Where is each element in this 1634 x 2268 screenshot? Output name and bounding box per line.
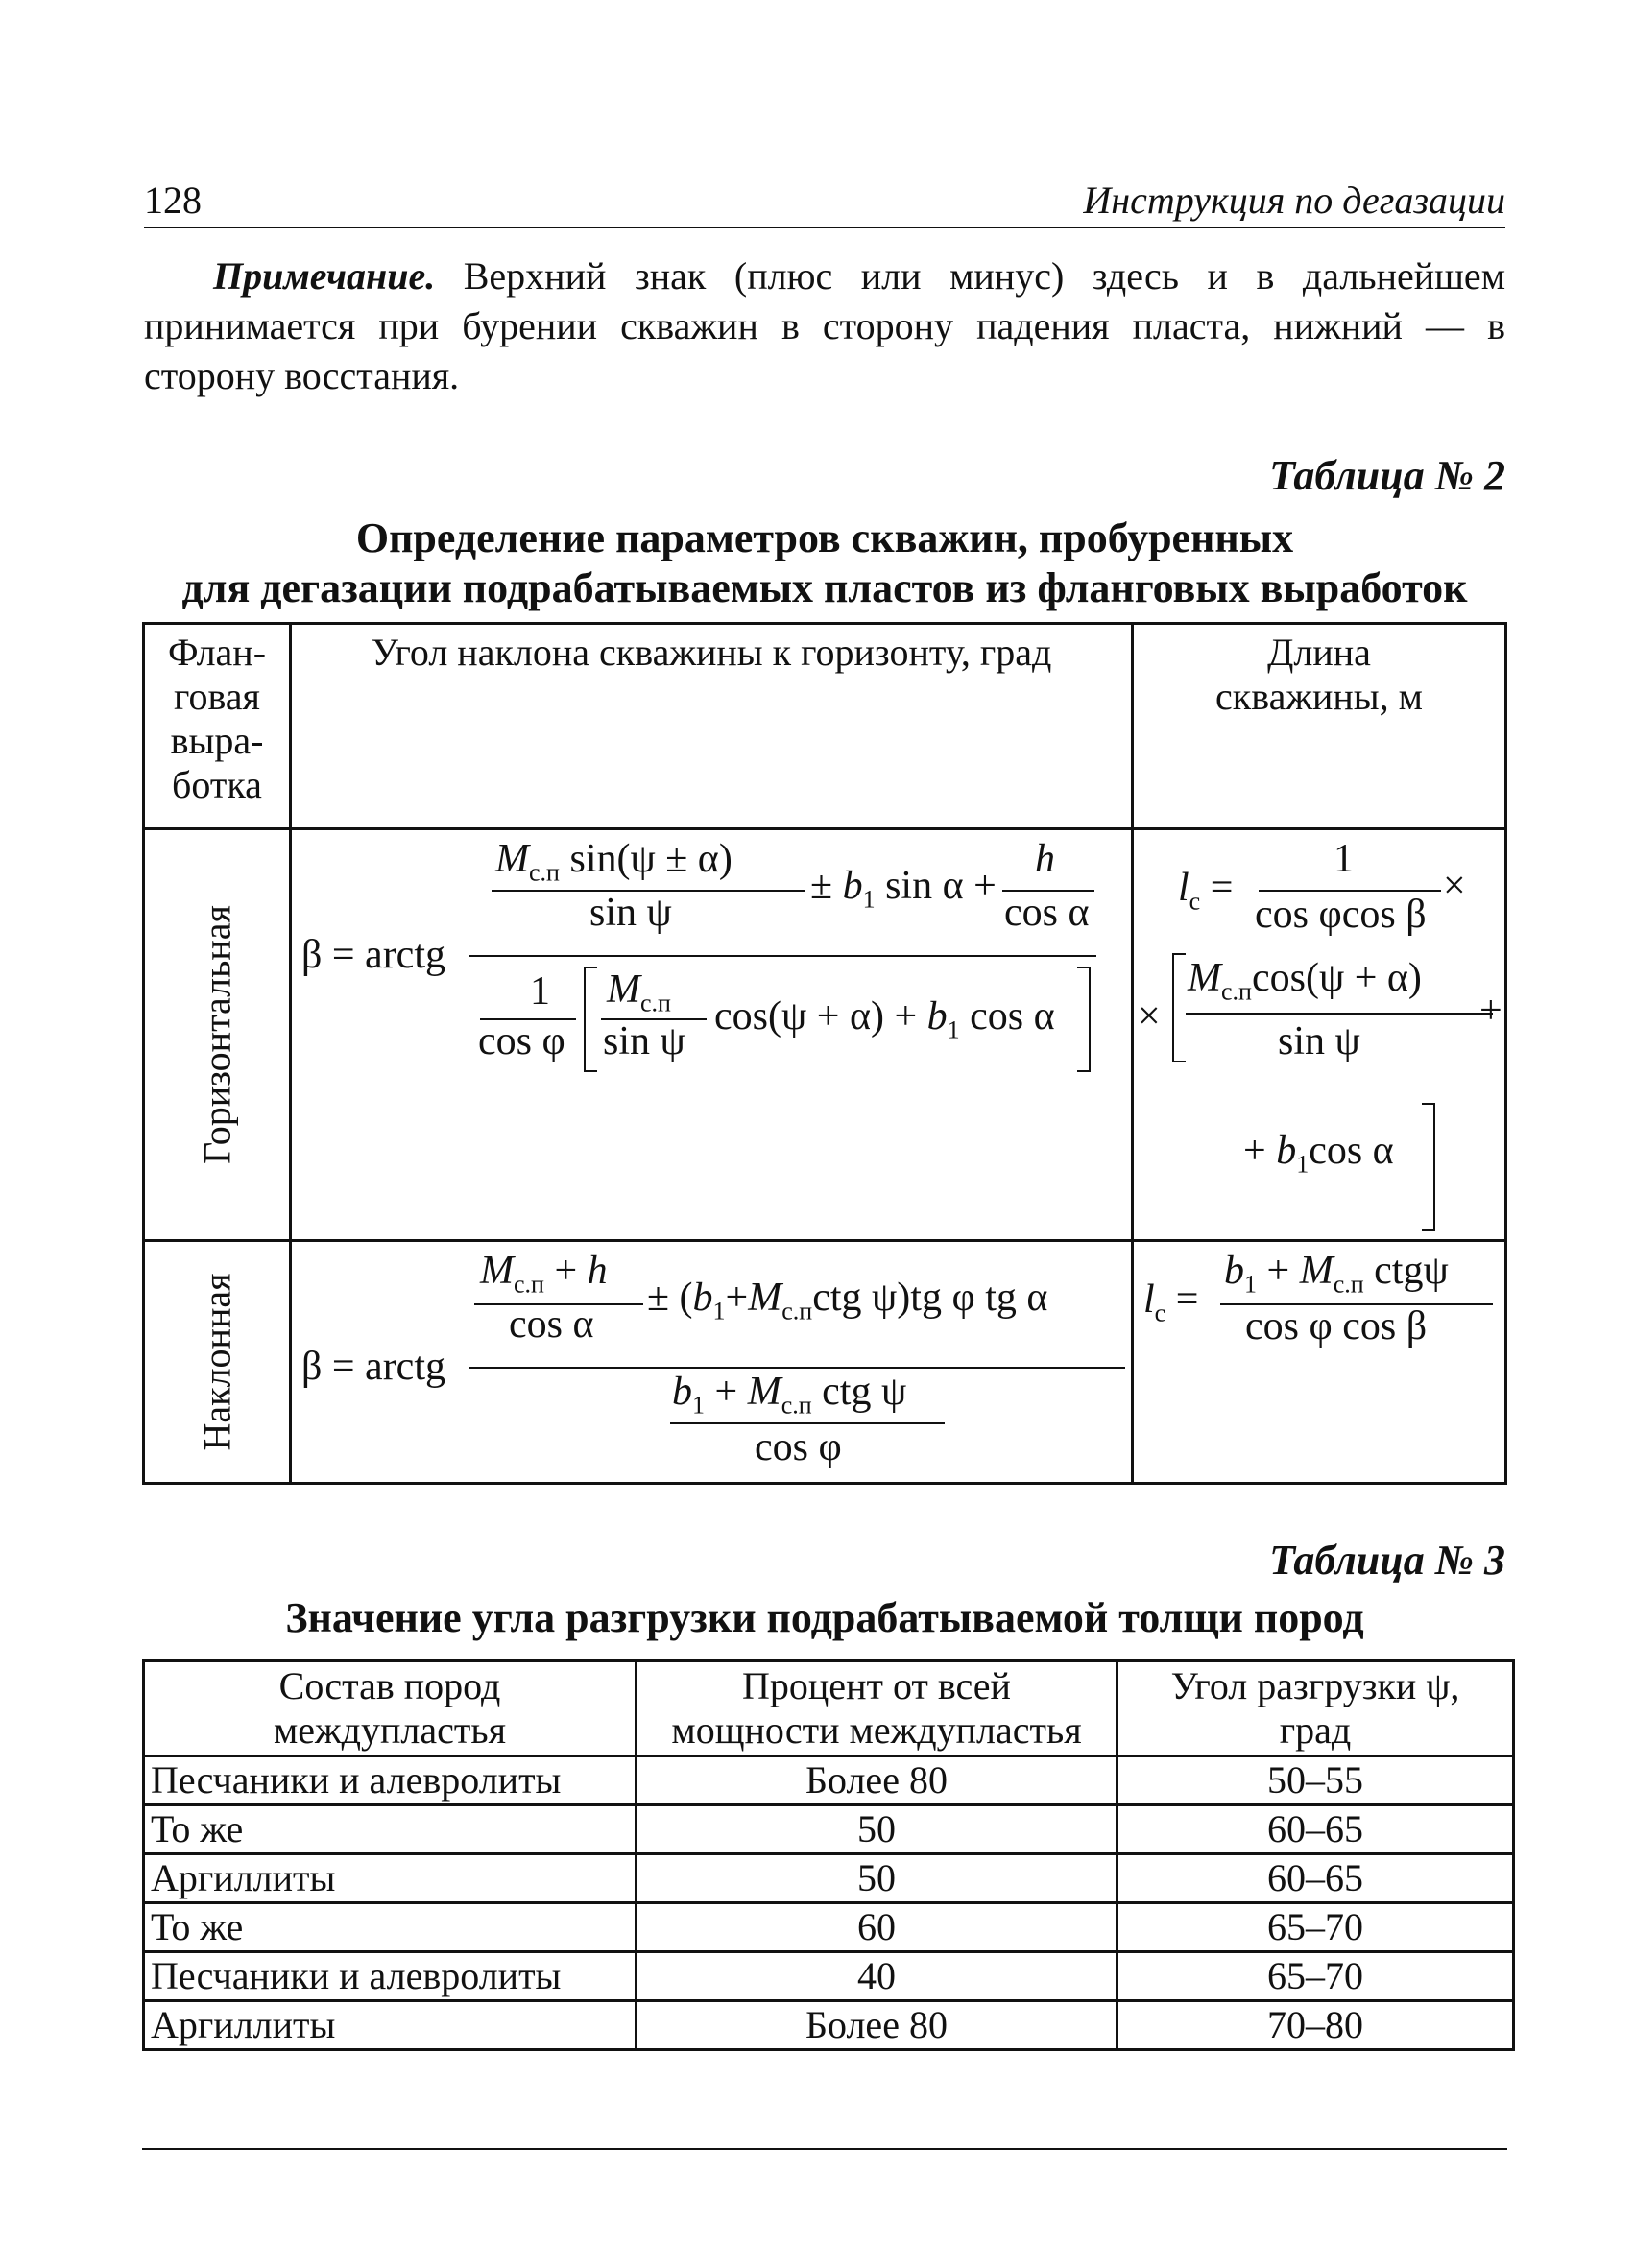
t3-cell-angle: 65–70 xyxy=(1117,1903,1514,1952)
t2-row-inclined-label: Наклонная xyxy=(195,1273,239,1451)
bottom-rule xyxy=(142,2148,1507,2150)
t3-cell-rock: То же xyxy=(144,1903,637,1952)
t3-cell-angle: 50–55 xyxy=(1117,1756,1514,1805)
t2-row-inclined xyxy=(144,1241,291,1484)
table-row xyxy=(144,1805,1514,1854)
t3-cell-angle: 70–80 xyxy=(1117,2001,1514,2050)
table-row xyxy=(144,1854,1514,1903)
t3-cell-rock: Песчаники и алевролиты xyxy=(144,1952,637,2001)
t2-formula-length-inclined: $l_с$ = $b_1 + M_{с.п}$ ctgψ cos φ cos β xyxy=(1133,1241,1506,1484)
t3-cell-percent: 50 xyxy=(637,1805,1117,1854)
table2-label: Таблица № 2 xyxy=(1269,452,1505,499)
t3-cell-percent: 50 xyxy=(637,1854,1117,1903)
t3-cell-rock: То же xyxy=(144,1805,637,1854)
t2-formula-angle-inclined: $M_{с.п} + h$ cos α ± ($b_1+M_{с.п}ctg$ ψ)tg φ tg α β = arctg $b_1 + M_{с.п}$ ctg ψ cos φ xyxy=(291,1241,1133,1484)
t3-cell-angle: 60–65 xyxy=(1117,1854,1514,1903)
t3-cell-angle: 65–70 xyxy=(1117,1952,1514,2001)
t3-cell-percent: Более 80 xyxy=(637,1756,1117,1805)
t2-formula-length-horizontal: $l_с$ = 1 cos φcos β × × $M_{с.п}\cos(\psi + \alpha)$ sin ψ + + $b_1\cos$ α xyxy=(1133,829,1506,1241)
note-text: Верхний знак (плюс или минус) здесь и в дальнейшем принимается при бурении скважин в сторону падения пласта, нижний — в сторону восстания. xyxy=(144,254,1505,397)
note-paragraph xyxy=(144,251,1505,401)
t3-cell-angle: 60–65 xyxy=(1117,1805,1514,1854)
t3-cell-percent: Более 80 xyxy=(637,2001,1117,2050)
table3-title: Значение угла разгрузки подрабатываемой толщи пород xyxy=(285,1594,1364,1641)
t2-row-horizontal xyxy=(144,829,291,1241)
t2-header-workings: Флан- говая выра- ботка xyxy=(144,624,291,829)
t3-header-angle: Угол разгрузки ψ, град xyxy=(1117,1661,1514,1756)
page-number: 128 xyxy=(144,179,202,222)
t2-row-horizontal-label: Горизонтальная xyxy=(195,905,239,1164)
table-row xyxy=(144,1756,1514,1805)
table-row xyxy=(144,1903,1514,1952)
t3-cell-percent: 40 xyxy=(637,1952,1117,2001)
page-header xyxy=(144,173,1505,228)
t3-cell-rock: Песчаники и алевролиты xyxy=(144,1756,637,1805)
table2-title-line1: Определение параметров скважин, пробуренных xyxy=(355,514,1294,561)
table-row xyxy=(144,1952,1514,2001)
table2-title-line2: для дегазации подрабатываемых пластов из фланговых выработок xyxy=(181,564,1468,611)
table-row xyxy=(144,2001,1514,2050)
t3-cell-rock: Аргиллиты xyxy=(144,1854,637,1903)
t3-header-rock: Состав пород междупластья xyxy=(144,1661,637,1756)
table3 xyxy=(142,1659,1515,2051)
t3-cell-rock: Аргиллиты xyxy=(144,2001,637,2050)
t3-cell-percent: 60 xyxy=(637,1903,1117,1952)
t2-header-length: Длина скважины, м xyxy=(1133,624,1506,829)
t3-header-percent: Процент от всей мощности междупластья xyxy=(637,1661,1117,1756)
table2 xyxy=(142,622,1507,1485)
t2-formula-angle-horizontal: $M_{с.п}$ sin(ψ ± α) sin ψ ± $b_1$ sin α + h cos α β = arctg 1 cos φ $M_{с.п}$ sin ψ $\cos(\psi + \alpha) + b_1$ cos α xyxy=(291,829,1133,1241)
running-title: Инструкция по дегазации xyxy=(1083,179,1505,222)
t2-header-angle: Угол наклона скважины к горизонту, град xyxy=(291,624,1133,829)
note-label: Примечание. xyxy=(213,254,436,298)
table2-title xyxy=(144,513,1505,613)
table3-label: Таблица № 3 xyxy=(1269,1537,1505,1584)
